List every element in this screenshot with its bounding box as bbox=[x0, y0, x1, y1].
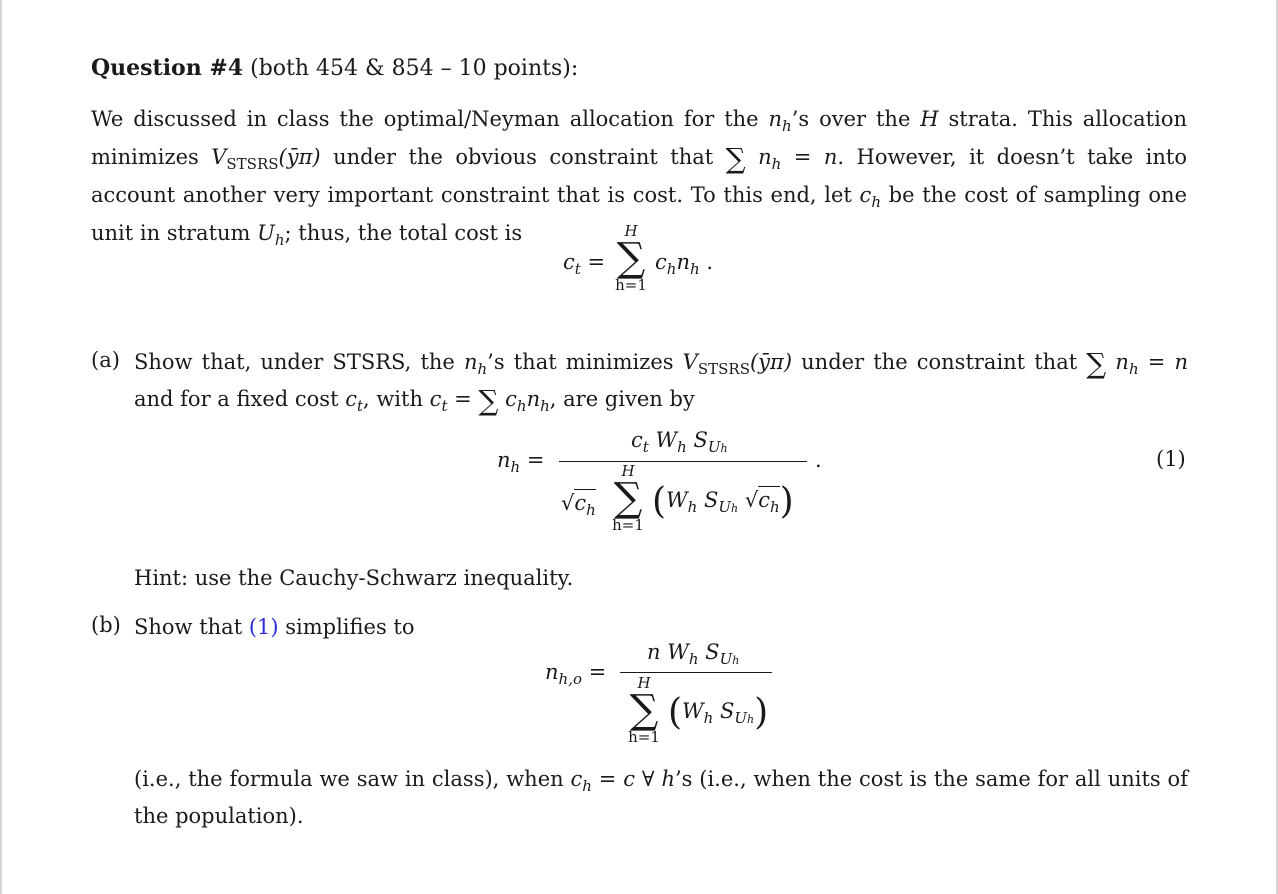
math-c: c bbox=[574, 491, 587, 515]
math-sub-h: h bbox=[782, 117, 792, 135]
part-a-text bbox=[134, 347, 1188, 421]
sum-symbol: ∑ bbox=[616, 235, 646, 281]
math-sub-h: h bbox=[582, 777, 592, 795]
question-subtitle: (both 454 & 854 – 10 points): bbox=[250, 56, 579, 81]
total-cost-rhs bbox=[655, 250, 713, 278]
math-sub-h: h bbox=[516, 397, 527, 415]
math-sub-h: h bbox=[687, 498, 698, 516]
intro-text-1: We discussed in class the optimal/Neyman allocation for the bbox=[91, 107, 769, 131]
part-a-label: (a) bbox=[91, 348, 120, 372]
question-title: Question #4 bbox=[91, 55, 244, 81]
math-sum-symbol: ∑ bbox=[478, 384, 499, 417]
math-dot: . bbox=[706, 250, 714, 274]
total-cost-lhs bbox=[563, 250, 605, 278]
part-a-text-5: , with bbox=[362, 387, 430, 411]
math-c: c bbox=[505, 387, 517, 411]
math-sub-stsrs: STSRS bbox=[697, 360, 750, 378]
math-c: c bbox=[859, 183, 872, 207]
math-n: n bbox=[647, 640, 661, 664]
sum-upper-limit: H bbox=[624, 222, 638, 240]
math-ybar-pi: (ȳπ) bbox=[749, 350, 793, 374]
math-sub-h: h bbox=[871, 193, 881, 211]
math-c: c bbox=[758, 488, 770, 512]
part-b-conclusion bbox=[134, 764, 1188, 831]
math-sum-symbol: ∑ bbox=[725, 142, 746, 175]
eq1-fraction-line bbox=[559, 461, 807, 462]
sum-symbol: ∑ bbox=[613, 475, 643, 521]
math-sub-h: h bbox=[688, 650, 699, 668]
math-sub-h: h bbox=[771, 155, 782, 173]
math-equals: = bbox=[1147, 350, 1166, 374]
math-n: n bbox=[463, 350, 478, 374]
math-sub-ho: h,o bbox=[558, 670, 582, 688]
part-a-text-4: and for a fixed cost bbox=[134, 387, 346, 411]
intro-text-5: . However, it doesn’t take into account another very important constraint that is cost. To this end, let bbox=[91, 145, 1187, 207]
part-b-text-3: (i.e., the formula we saw in class), when bbox=[134, 767, 571, 791]
eq1-denominator-body: ($W_h$ $S_{Uh}$ $√c_h$) bbox=[652, 481, 794, 522]
math-equals: = bbox=[588, 660, 607, 684]
math-sub-h: h bbox=[677, 438, 687, 456]
math-sub-t: t bbox=[356, 397, 363, 415]
part-a-text-6: , are given by bbox=[549, 387, 695, 411]
intro-text-2: ’s over the bbox=[791, 107, 921, 131]
math-n: n bbox=[823, 145, 838, 169]
part-a-text-3: under the constraint that bbox=[792, 350, 1087, 374]
eq2-fraction-line bbox=[620, 672, 772, 673]
part-b-text-4: ’s (i.e., when the cost is the same for all units of the population). bbox=[134, 767, 1188, 828]
math-sub-h: h bbox=[747, 713, 755, 726]
math-S: S bbox=[704, 488, 719, 512]
sum-upper-limit: H bbox=[637, 674, 651, 692]
equation-number-1: (1) bbox=[1156, 447, 1186, 471]
sum-lower-limit: h=1 bbox=[628, 728, 660, 746]
math-sub-h: h bbox=[666, 260, 677, 278]
sum-symbol: ∑ bbox=[629, 687, 659, 733]
math-sub-h: h bbox=[510, 458, 521, 476]
math-sum-symbol: ∑ bbox=[1086, 347, 1107, 380]
math-sub-h: h bbox=[769, 498, 780, 516]
math-sub-h: h bbox=[720, 442, 728, 455]
math-sub-h: h bbox=[703, 709, 714, 727]
math-sub-h: h bbox=[586, 501, 596, 519]
math-equals: = bbox=[598, 767, 617, 791]
math-c: c bbox=[563, 250, 575, 274]
math-sqrt: √ bbox=[744, 488, 759, 512]
math-n: n bbox=[676, 250, 690, 274]
page-border-left bbox=[0, 0, 2, 894]
math-c: c bbox=[623, 767, 636, 791]
math-V: V bbox=[211, 145, 227, 169]
math-n: n bbox=[526, 387, 541, 411]
math-W: W bbox=[655, 428, 678, 452]
math-n: n bbox=[768, 107, 783, 131]
eq1-numerator bbox=[631, 428, 728, 456]
math-n: n bbox=[545, 660, 559, 684]
math-V: V bbox=[682, 350, 698, 374]
math-sub-h: h bbox=[689, 260, 700, 278]
eq2-numerator bbox=[647, 640, 739, 668]
intro-text-3: strata. This allocation minimizes bbox=[91, 107, 1187, 169]
math-forall: ∀ bbox=[641, 767, 655, 791]
part-a-text-2: ’s that minimizes bbox=[487, 350, 683, 374]
total-cost-sum bbox=[611, 222, 651, 294]
math-S: S bbox=[705, 640, 720, 664]
part-b-text-2: simplifies to bbox=[278, 615, 415, 639]
math-sub-h: h bbox=[731, 502, 739, 515]
part-a-hint: Hint: use the Cauchy-Schwarz inequality. bbox=[134, 566, 574, 590]
math-sub-h: h bbox=[732, 654, 740, 667]
eq1-dot: . bbox=[815, 448, 822, 472]
math-equals: = bbox=[526, 448, 545, 472]
math-W: W bbox=[682, 699, 704, 723]
math-sub-U: U bbox=[719, 650, 733, 668]
part-b-text-1: Show that bbox=[134, 615, 249, 639]
math-sub-h: h bbox=[1128, 360, 1139, 378]
eq1-sum bbox=[608, 462, 648, 534]
math-c: c bbox=[345, 387, 357, 411]
question-heading bbox=[91, 54, 578, 83]
math-sub-t: t bbox=[574, 260, 581, 278]
part-a-text-1: Show that, under STSRS, the bbox=[134, 350, 464, 374]
math-h: h bbox=[661, 767, 675, 791]
math-sub-h: h bbox=[540, 397, 550, 415]
math-equals: = bbox=[587, 250, 606, 274]
eq2-denominator-body: ($W_h$ $S_{Uh}$) bbox=[668, 692, 769, 733]
math-equals: = bbox=[793, 145, 812, 169]
math-c: c bbox=[570, 767, 583, 791]
math-S: S bbox=[720, 699, 735, 723]
math-W: W bbox=[666, 488, 688, 512]
math-n: n bbox=[758, 145, 772, 169]
math-sub-stsrs: STSRS bbox=[226, 155, 279, 173]
equation-ref-link[interactable]: (1) bbox=[248, 615, 279, 639]
math-sub-h: h bbox=[274, 231, 285, 249]
math-sqrt: √ bbox=[561, 491, 575, 515]
intro-text-6: be the cost of sampling one unit in stratum bbox=[91, 183, 1188, 245]
math-sub-U: U bbox=[718, 498, 732, 516]
part-b-text bbox=[134, 612, 1188, 642]
math-n: n bbox=[1115, 350, 1129, 374]
math-sub-t: t bbox=[642, 438, 649, 456]
part-b-label: (b) bbox=[91, 613, 121, 637]
math-U: U bbox=[257, 221, 275, 245]
eq2-lhs bbox=[545, 660, 606, 688]
eq2-sum bbox=[624, 674, 664, 746]
math-equals: = bbox=[454, 387, 472, 411]
math-W: W bbox=[667, 640, 689, 664]
sum-upper-limit: H bbox=[621, 462, 635, 480]
eq1-lhs bbox=[497, 448, 545, 476]
math-c: c bbox=[655, 250, 667, 274]
math-sub-U: U bbox=[707, 438, 721, 456]
math-n: n bbox=[497, 448, 511, 472]
math-S: S bbox=[693, 428, 708, 452]
math-ybar-pi: (ȳπ) bbox=[278, 145, 321, 169]
intro-text-4: under the obvious constraint that bbox=[320, 145, 726, 169]
math-c: c bbox=[429, 387, 442, 411]
sum-lower-limit: h=1 bbox=[615, 276, 647, 294]
math-sub-t: t bbox=[441, 397, 448, 415]
math-sub-h: h bbox=[477, 360, 488, 378]
math-H: H bbox=[920, 107, 939, 131]
math-n: n bbox=[1174, 350, 1188, 374]
eq1-denominator-sqrt bbox=[561, 491, 596, 519]
math-c: c bbox=[631, 428, 643, 452]
intro-text-7: ; thus, the total cost is bbox=[284, 221, 523, 245]
math-sub-U: U bbox=[734, 709, 748, 727]
sum-lower-limit: h=1 bbox=[612, 516, 644, 534]
